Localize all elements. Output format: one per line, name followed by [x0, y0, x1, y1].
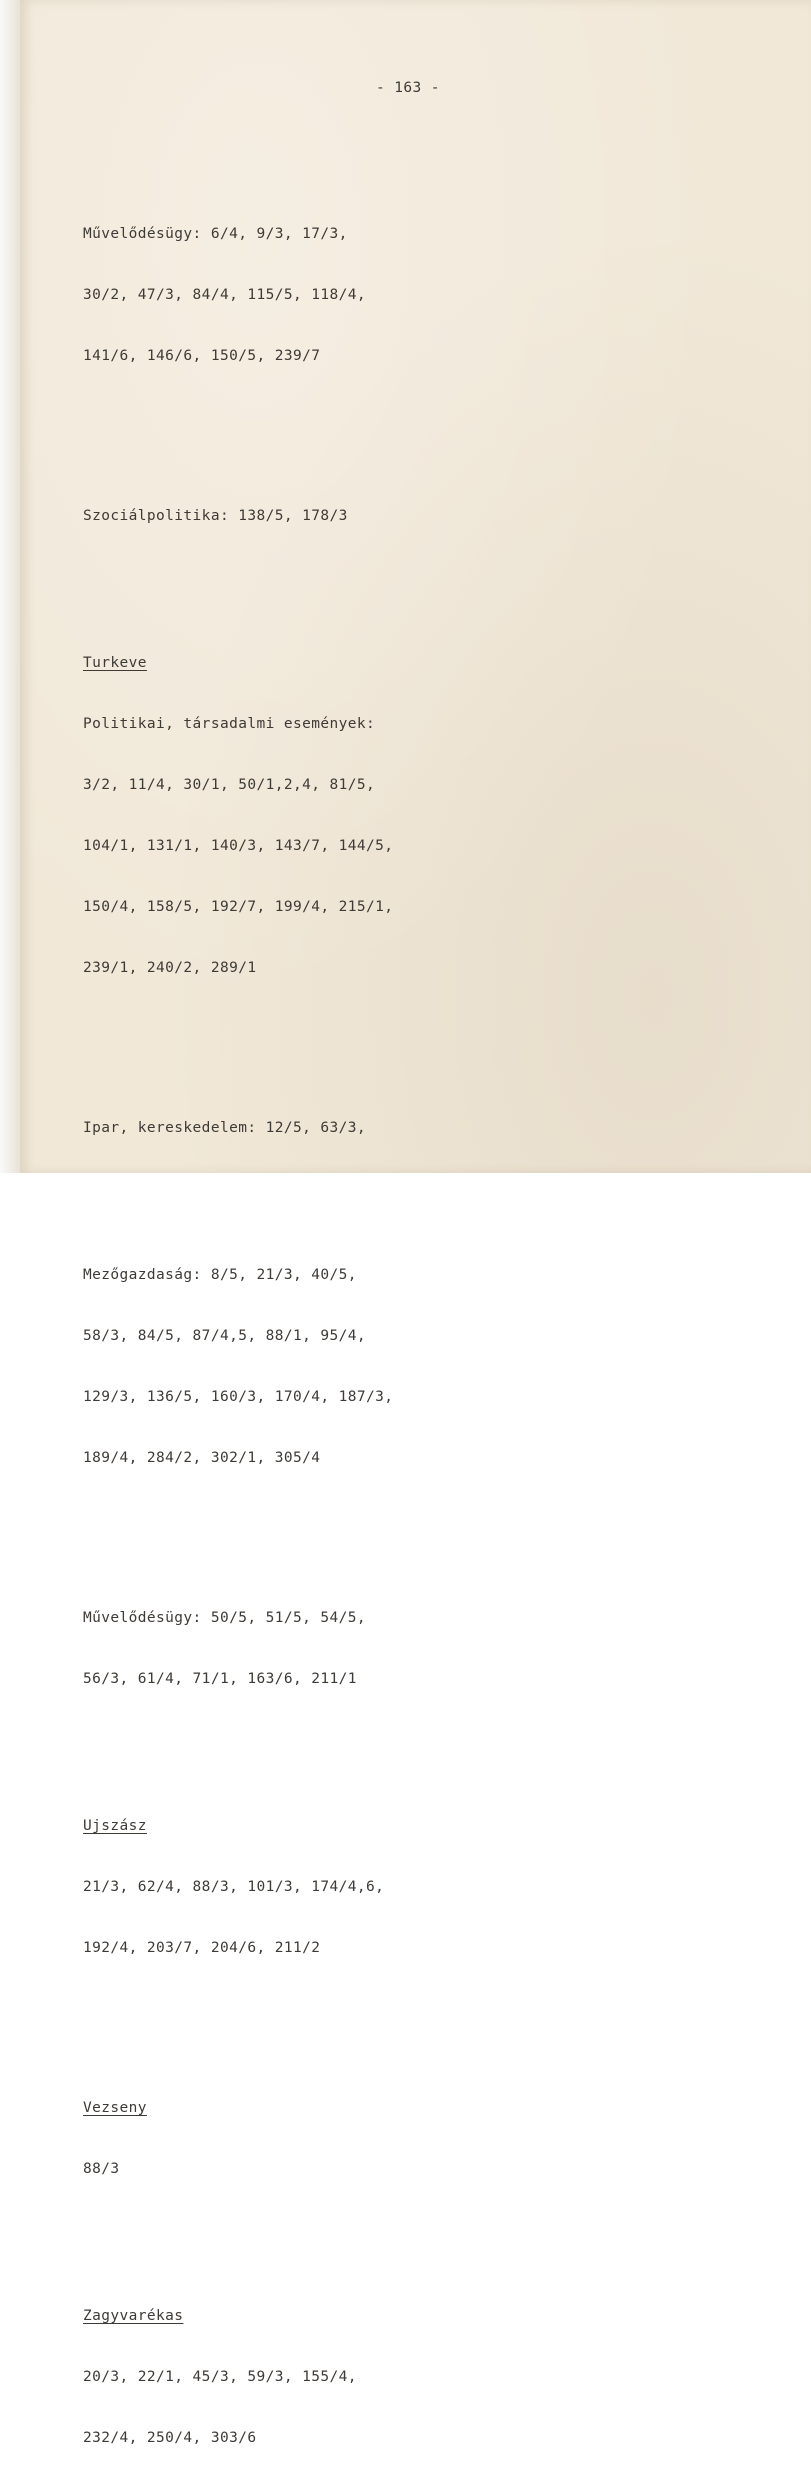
entry-line: Művelődésügy: 50/5, 51/5, 54/5,: [83, 1610, 367, 1626]
entry-line: Szociálpolitika: 138/5, 178/3: [83, 508, 348, 524]
place-heading: Ujszász: [83, 1818, 147, 1834]
page-number: - 163 -: [376, 80, 440, 96]
entry-line: 20/3, 22/1, 45/3, 59/3, 155/4,: [83, 2369, 357, 2385]
entry-line: 104/1, 131/1, 140/3, 143/7, 144/5,: [83, 838, 394, 854]
entry-line: 192/4, 203/7, 204/6, 211/2: [83, 1940, 321, 1956]
entry-line: 56/3, 61/4, 71/1, 163/6, 211/1: [83, 1671, 357, 1687]
entry-line: 239/1, 240/2, 289/1: [83, 960, 257, 976]
entry-line: 189/4, 284/2, 302/1, 305/4: [83, 1450, 321, 1466]
place-heading: Vezseny: [83, 2100, 147, 2116]
entry-line: Ipar, kereskedelem: 12/5, 63/3,: [83, 1120, 367, 1136]
entry-line: Politikai, társadalmi események:: [83, 716, 376, 732]
entry-line: Művelődésügy: 6/4, 9/3, 17/3,: [83, 226, 348, 242]
place-heading: Zagyvarékas: [83, 2308, 184, 2324]
entry-line: 58/3, 84/5, 87/4,5, 88/1, 95/4,: [83, 1328, 367, 1344]
entry-line: 30/2, 47/3, 84/4, 115/5, 118/4,: [83, 287, 367, 303]
entry-line: 150/4, 158/5, 192/7, 199/4, 215/1,: [83, 899, 394, 915]
entry-line: 141/6, 146/6, 150/5, 239/7: [83, 348, 321, 364]
scan-left-margin: [0, 0, 20, 1173]
entry-line: 232/4, 250/4, 303/6: [83, 2430, 257, 2446]
entry-line: Mezőgazdaság: 8/5, 21/3, 40/5,: [83, 1267, 357, 1283]
entry-line: 21/3, 62/4, 88/3, 101/3, 174/4,6,: [83, 1879, 385, 1895]
place-heading: Turkeve: [83, 655, 147, 671]
index-entries: [83, 172, 393, 2485]
entry-line: 3/2, 11/4, 30/1, 50/1,2,4, 81/5,: [83, 777, 376, 793]
entry-line: 88/3: [83, 2161, 120, 2177]
entry-line: 129/3, 136/5, 160/3, 170/4, 187/3,: [83, 1389, 394, 1405]
document-page: [20, 0, 811, 2446]
